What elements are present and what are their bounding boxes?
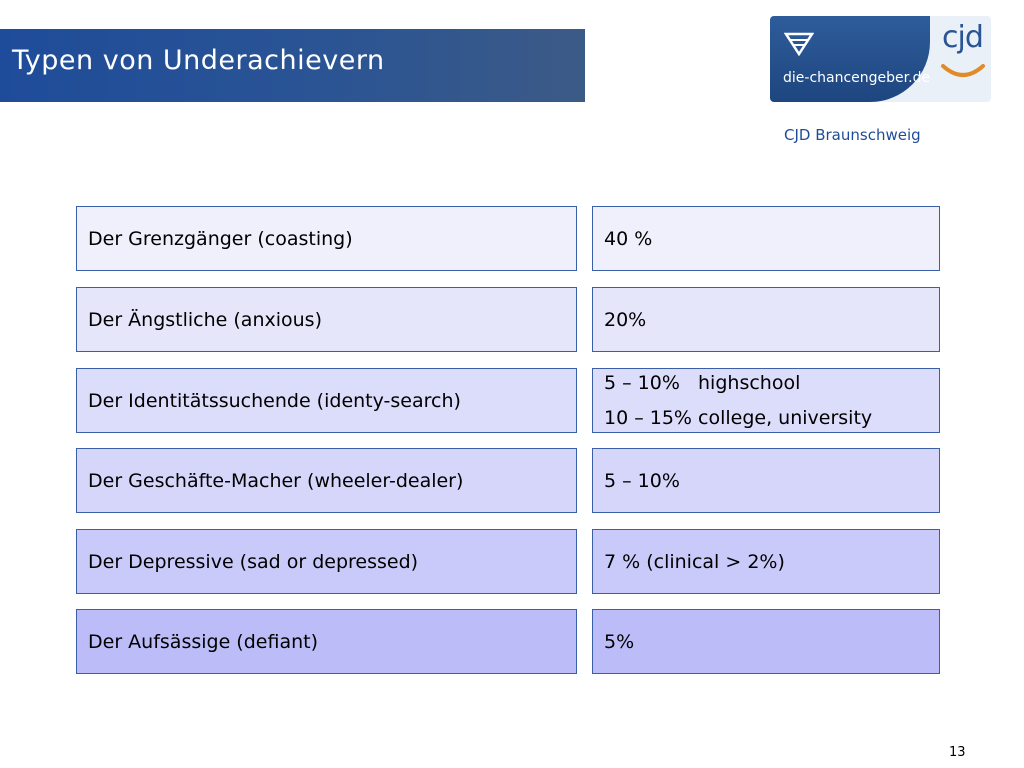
value-label: 20% (604, 308, 647, 331)
value-label: 7 % (clinical > 2%) (604, 550, 785, 573)
type-cell (76, 529, 577, 594)
logo-band (770, 16, 930, 102)
type-label: Der Depressive (sad or depressed) (88, 550, 419, 573)
slide-subtitle: CJD Braunschweig (784, 126, 921, 144)
value-cell (592, 368, 940, 433)
cjd-logo (770, 16, 991, 102)
title-bar (0, 29, 585, 102)
type-label: Der Identitätssuchende (identy-search) (88, 389, 461, 412)
type-label: Der Aufsässige (defiant) (88, 630, 318, 653)
logo-wordmark: cjd (942, 20, 983, 55)
logo-url-text: die-chancengeber.de (783, 70, 931, 86)
type-cell (76, 206, 577, 271)
value-cell (592, 448, 940, 513)
value-label: 40 % (604, 227, 653, 250)
value-cell (592, 287, 940, 352)
value-line: 5 – 10% highschool (604, 371, 801, 394)
type-cell (76, 368, 577, 433)
type-cell (76, 448, 577, 513)
type-label: Der Ängstliche (anxious) (88, 308, 322, 331)
value-cell (592, 529, 940, 594)
cjd-emblem-icon (784, 30, 814, 56)
type-cell (76, 609, 577, 674)
value-label: 5% (604, 630, 635, 653)
slide-title: Typen von Underachievern (12, 45, 385, 76)
smile-icon (940, 60, 986, 84)
value-cell (592, 206, 940, 271)
value-line: 10 – 15% college, university (604, 406, 873, 429)
page-number: 13 (949, 745, 966, 760)
value-label: 5 – 10% (604, 469, 680, 492)
value-cell (592, 609, 940, 674)
type-cell (76, 287, 577, 352)
type-label: Der Grenzgänger (coasting) (88, 227, 353, 250)
type-label: Der Geschäfte-Macher (wheeler-dealer) (88, 469, 464, 492)
